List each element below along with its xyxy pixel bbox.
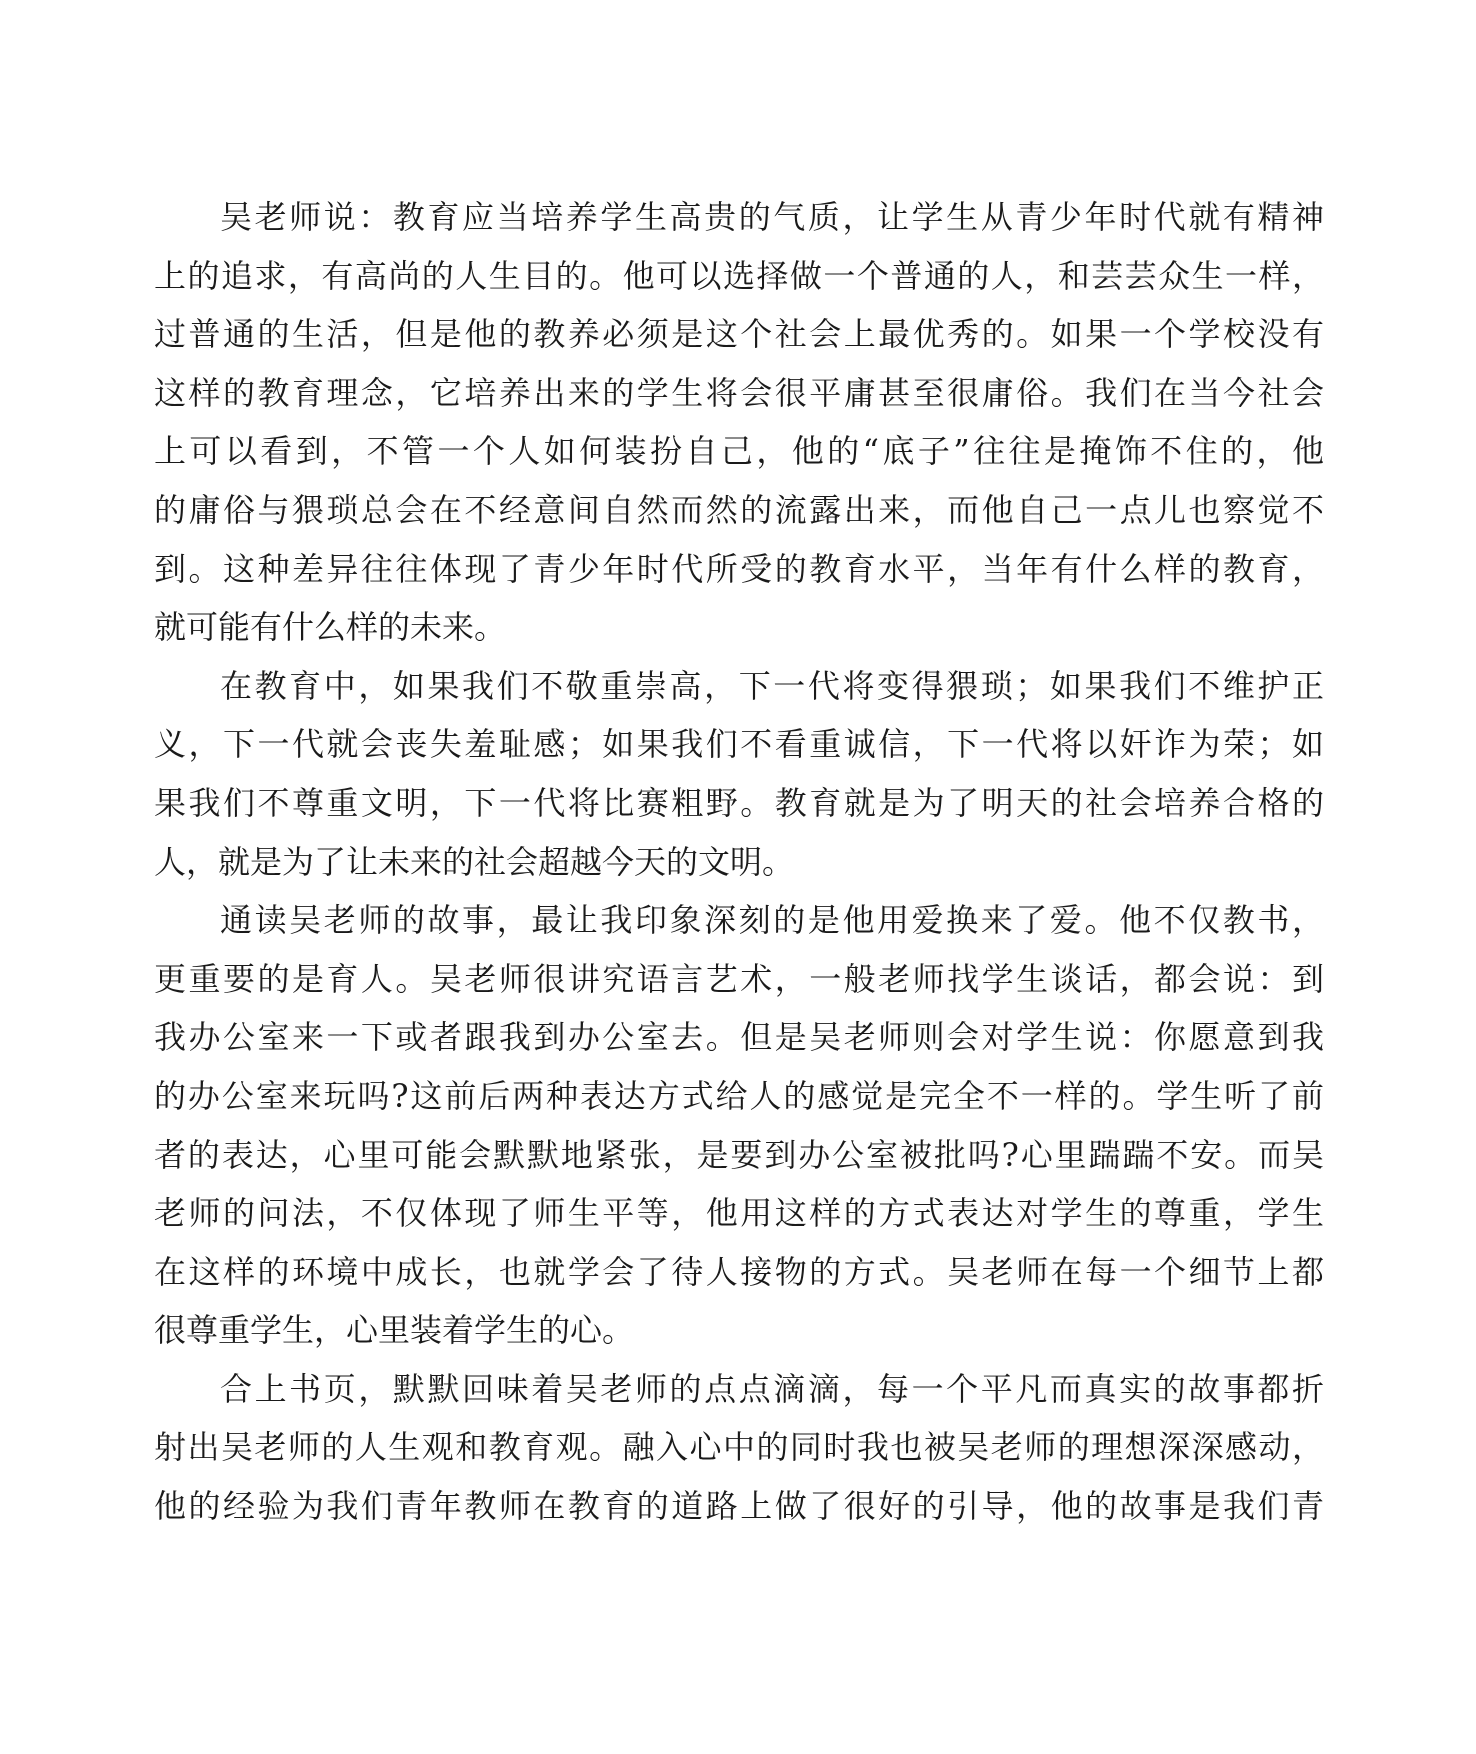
text-line: 的庸俗与猥琐总会在不经意间自然而然的流露出来，而他自己一点儿也察觉不: [154, 490, 1324, 529]
paragraph: [154, 891, 1324, 1360]
paragraph: [154, 657, 1324, 891]
text-line: 很尊重学生，心里装着学生的心。: [154, 1311, 635, 1350]
text-line: 过普通的生活，但是他的教养必须是这个社会上最优秀的。如果一个学校没有: [154, 315, 1324, 354]
text-line: 老师的问法，不仅体现了师生平等，他用这样的方式表达对学生的尊重，学生: [154, 1194, 1324, 1233]
paragraph: [154, 1360, 1324, 1536]
text-line: 射出吴老师的人生观和教育观。融入心中的同时我也被吴老师的理想深深感动，: [154, 1428, 1324, 1467]
text-line: 他的经验为我们青年教师在教育的道路上做了很好的引导，他的故事是我们青: [154, 1487, 1324, 1526]
text-line: 者的表达，心里可能会默默地紧张，是要到办公室被批吗?心里踹踹不安。而吴: [154, 1135, 1324, 1174]
text-line: 在这样的环境中成长，也就学会了待人接物的方式。吴老师在每一个细节上都: [154, 1252, 1324, 1291]
text-line: 合上书页，默默回味着吴老师的点点滴滴，每一个平凡而真实的故事都折: [220, 1369, 1324, 1408]
text-line: 到。这种差异往往体现了青少年时代所受的教育水平，当年有什么样的教育，: [154, 549, 1324, 588]
paragraph: [154, 188, 1324, 657]
text-line: 义，下一代就会丧失羞耻感；如果我们不看重诚信，下一代将以奸诈为荣；如: [154, 725, 1324, 764]
text-line: 的办公室来玩吗?这前后两种表达方式给人的感觉是完全不一样的。学生听了前: [154, 1076, 1324, 1115]
text-line: 在教育中，如果我们不敬重崇高，下一代将变得猥琐；如果我们不维护正: [220, 666, 1324, 705]
text-line: 上的追求，有高尚的人生目的。他可以选择做一个普通的人，和芸芸众生一样，: [154, 256, 1324, 295]
text-line: 人，就是为了让未来的社会超越今天的文明。: [154, 842, 795, 881]
text-line: 更重要的是育人。吴老师很讲究语言艺术，一般老师找学生谈话，都会说：到: [154, 959, 1324, 998]
text-line: 就可能有什么样的未来。: [154, 608, 507, 647]
text-line: 通读吴老师的故事，最让我印象深刻的是他用爱换来了爱。他不仅教书，: [220, 901, 1324, 940]
text-line: 我办公室来一下或者跟我到办公室去。但是吴老师则会对学生说：你愿意到我: [154, 1018, 1324, 1057]
text-line: 这样的教育理念，它培养出来的学生将会很平庸甚至很庸俗。我们在当今社会: [154, 373, 1324, 412]
text-line: 上可以看到，不管一个人如何装扮自己，他的“底子”往往是掩饰不住的，他: [154, 432, 1324, 471]
text-line: 果我们不尊重文明，下一代将比赛粗野。教育就是为了明天的社会培养合格的: [154, 783, 1324, 822]
body-text: [154, 188, 1324, 1536]
text-line: 吴老师说：教育应当培养学生高贵的气质，让学生从青少年时代就有精神: [220, 198, 1324, 236]
